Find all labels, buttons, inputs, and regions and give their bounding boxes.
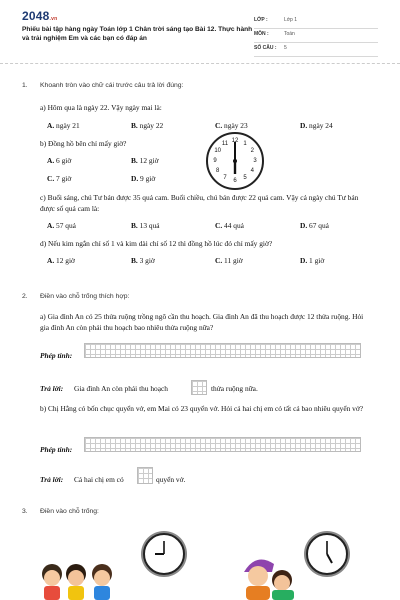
clock-number: 6 [233, 178, 237, 184]
clock-number: 11 [221, 140, 229, 147]
meta-value: Toán [284, 31, 295, 37]
worksheet-title: Phiếu bài tập hàng ngày Toán lớp 1 Chân trời sáng tạo Bài 12. Thực hành và trải nghiệm Em và các bạn có đáp án [22, 26, 253, 42]
q2a-calc-label: Phép tính: [40, 351, 73, 360]
q2b-stem: b) Chị Hằng có bốn chục quyển vở, em Mai có 23 quyển vở. Hỏi cả hai chị em có tất cả bao nhiêu quyển vở? [40, 404, 364, 413]
q2a-stem: a) Gia đình An có 25 thửa ruộng trồng ngô cần thu hoạch. Gia đình An đã thu hoạch được 12 thửa ruộng. Hỏi gia đình An còn phải thu hoạch bao nhiêu thửa ruộng nữa? [40, 312, 364, 332]
section-3-number: 3. [22, 508, 28, 515]
q1a-option-c[interactable]: C. ngày 23 [215, 121, 248, 130]
q2b-answer-text: Cả hai chị em có [74, 475, 124, 484]
clock-hands-icon [145, 535, 183, 573]
meta-row-subject [254, 29, 378, 43]
meta-key: LỚP : [254, 17, 268, 23]
clock-number: 12 [231, 138, 239, 144]
q2b-calc-grid[interactable] [84, 437, 361, 452]
section-2-number: 2. [22, 293, 28, 300]
clock-hands-icon [308, 535, 346, 573]
meta-row-class [254, 15, 378, 29]
q2a-answer-text: Gia đình An còn phải thu hoạch [74, 384, 169, 393]
q1d-option-a[interactable]: A. 12 giờ [47, 256, 75, 265]
q1c-option-b[interactable]: B. 13 quả [131, 221, 160, 230]
meta-value: Lớp 1 [284, 17, 298, 23]
q1b-stem: b) Đồng hồ bên chỉ mấy giờ? [40, 139, 127, 148]
q1d-option-d[interactable]: D. 1 giờ [300, 256, 325, 265]
q2a-answer-unit: thửa ruộng nữa. [211, 384, 258, 393]
q1b-option-d[interactable]: D. 9 giờ [131, 174, 156, 183]
q1d-option-c[interactable]: C. 11 giờ [215, 256, 243, 265]
clock-number: 4 [250, 168, 254, 174]
q2b-answer-unit: quyển vở. [156, 475, 186, 484]
clock-number: 10 [214, 148, 222, 154]
q1c-option-a[interactable]: A. 57 quả [47, 221, 76, 230]
meta-box [254, 15, 378, 57]
q1c-option-d[interactable]: D. 67 quả [300, 221, 329, 230]
children-illustration-icon [38, 558, 120, 600]
q2b-answer-label: Trả lời: [40, 475, 64, 484]
q1a-option-b[interactable]: B. ngày 22 [131, 121, 164, 130]
clock-number: 2 [250, 148, 254, 154]
q1b-option-c[interactable]: C. 7 giờ [47, 174, 72, 183]
q1b-option-a[interactable]: A. 6 giờ [47, 156, 72, 165]
clock-icon [306, 533, 348, 575]
q1c-stem: c) Buổi sáng, chú Tư bán được 35 quả cam. Buổi chiều, chú bán được 22 quả cam. Vậy cả ngày chú Tư bán được số quả cam là: [40, 193, 359, 213]
q1a-option-a[interactable]: A. ngày 21 [47, 121, 80, 130]
section-2-heading: Điền vào chỗ trống thích hợp: [40, 293, 130, 300]
q2b-calc-label: Phép tính: [40, 445, 73, 454]
q1a-option-d[interactable]: D. ngày 24 [300, 121, 333, 130]
meta-key: MÔN : [254, 31, 269, 37]
clock-number: 5 [243, 175, 247, 182]
clock-number: 3 [253, 158, 257, 164]
q1c-option-c[interactable]: C. 44 quả [215, 221, 244, 230]
clock-icon [206, 132, 264, 190]
header-divider [0, 63, 400, 64]
q1b-option-b[interactable]: B. 12 giờ [131, 156, 159, 165]
meta-value: 5 [284, 45, 287, 51]
q2a-answer-box[interactable] [191, 380, 207, 395]
clock-number: 1 [243, 140, 247, 147]
section-1-heading: Khoanh tròn vào chữ cái trước câu trả lời đúng: [40, 82, 184, 89]
site-logo[interactable]: 2048.vn [22, 9, 58, 23]
meta-row-count [254, 43, 378, 57]
family-illustration-icon [238, 550, 298, 600]
q1a-stem: a) Hôm qua là ngày 22. Vậy ngày mai là: [40, 103, 162, 112]
section-3-heading: Điền vào chỗ trống: [40, 508, 99, 515]
clock-number: 7 [223, 175, 227, 182]
q2a-calc-grid[interactable] [84, 343, 361, 358]
meta-key: SỐ CÂU : [254, 45, 277, 51]
clock-number: 8 [216, 168, 220, 174]
q1d-stem: d) Nếu kim ngắn chỉ số 1 và kim dài chỉ số 12 thì đồng hồ lúc đó chỉ mấy giờ? [40, 239, 273, 248]
clock-icon [143, 533, 185, 575]
clock-number: 9 [213, 158, 217, 164]
section-1-number: 1. [22, 82, 28, 89]
header [0, 0, 400, 62]
q1d-option-b[interactable]: B. 3 giờ [131, 256, 155, 265]
q2b-answer-box[interactable] [137, 467, 153, 484]
q2a-answer-label: Trả lời: [40, 384, 64, 393]
